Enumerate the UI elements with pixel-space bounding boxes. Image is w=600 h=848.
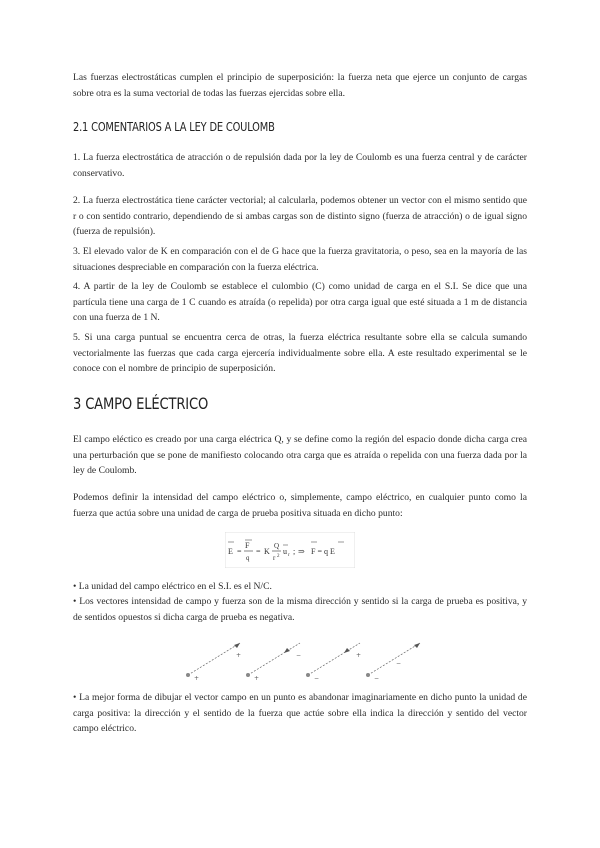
comment-item-2: 2. La fuerza electrostática tiene carácter vectorial; al calcularla, podemos obtener un vector con el mismo sentido que r o con sentido contrario, dependiendo de si ambas cargas son de distinto signo (fuerza de atracción) o de igual signo (fuerza de repulsión). [73,195,527,237]
vector-diagram-4 [366,643,420,682]
formula-r: r [273,554,276,562]
vector-diagram-1 [186,643,241,682]
bullet-draw-vector: • La mejor forma de dibujar el vector campo en un punto es abandonar imaginariamente en dicho punto la unidad de carga positiva: la dirección y el sentido de la fuerza que actúe sobre ella indica la dirección y sentido del vector campo eléctrico. [73,692,527,734]
comment-item-3: 3. El elevado valor de K en comparación con el de G hace que la fuerza gravitatoria, o peso, sea en la mayoría de las situaciones despreciable en comparación con la fuerza eléctrica. [73,246,527,273]
comment-item-4: 4. A partir de la ley de Coulomb se establece el culombio (C) como unidad de carga en el S.I. Se dice que una partícula tiene una carga de 1 C cuando es atraída (o repelida) por otra carga igual que esté situada a 1 m de distancia con una fuerza de 1 N. [73,281,527,323]
section-3-heading: 3 CAMPO ELÉCTRICO [73,394,209,413]
test-charge-sign-2: − [296,652,302,659]
svg-text:=: = [256,547,261,556]
electric-field-formula [225,532,355,568]
formula-q: q [246,554,250,562]
vector-diagram-3 [306,643,361,682]
bullet-unit: • La unidad del campo eléctrico en el S.I. es el N/C. [73,581,272,592]
formula-k: K [264,547,270,556]
charge-sign-2: + [254,675,260,682]
intro-paragraph: Las fuerzas electrostáticas cumplen el principio de superposición: la fuerza neta que ejerce un conjunto de cargas sobre otra es la suma vectorial de todas las fuerzas ejercidas sobre ella. [73,72,527,99]
formula-f: F [245,541,250,550]
test-charge-sign-4: − [396,660,402,667]
campo-paragraph-1: El campo eléctico es creado por una carga eléctrica Q, y se define como la región del espacio donde dicha carga crea una perturbación que se pone de manifiesto colocando otra carga que es atraída o repelida con una fuerza dada por la ley de Coulomb. [73,434,527,476]
test-charge-sign-1: + [236,652,242,659]
comment-item-1: 1. La fuerza electrostática de atracción o de repulsión dada por la ley de Coulomb es una fuerza central y de carácter conservativo. [73,152,527,179]
vector-diagram-2 [246,643,301,682]
bullet-vectors: • Los vectores intensidad de campo y fuerza son de la misma dirección y sentido si la carga de prueba es positiva, y de sentidos opuestos si dicha carga de prueba es negativa. [73,596,527,623]
svg-text:=: = [237,547,242,556]
test-charge-sign-3: + [356,652,362,659]
formula-Q: Q [274,542,280,550]
charge-sign-1: + [194,675,200,682]
svg-text:⇒: ⇒ [298,547,305,556]
section-2-1-heading: 2.1 COMENTARIOS A LA LEY DE COULOMB [73,120,275,134]
formula-e: E [228,547,233,556]
charge-sign-4: − [374,675,380,682]
formula-exp: 2 [277,554,280,559]
formula-ur: u [283,547,287,556]
formula-ur-sub: r [288,553,290,558]
campo-paragraph-2: Podemos definir la intensidad del campo eléctrico o, simplemente, campo eléctrico, en cualquier punto como la fuerza que actúa sobre una unidad de carga de prueba positiva situada en dicho punto: [73,492,527,519]
charge-vectors-figure [180,633,425,683]
svg-text:;: ; [293,547,296,556]
comment-item-5: 5. Si una carga puntual se encuentra cerca de otras, la fuerza eléctrica resultante sobre ella se calcula sumando vectorialmente las fuerzas que cada carga ejercería individualmente sobre ella. A este resultado experimental se le conoce con el nombre de principio de superposición. [73,332,527,374]
formula-result: F = q E [311,547,335,556]
charge-sign-3: − [314,675,320,682]
